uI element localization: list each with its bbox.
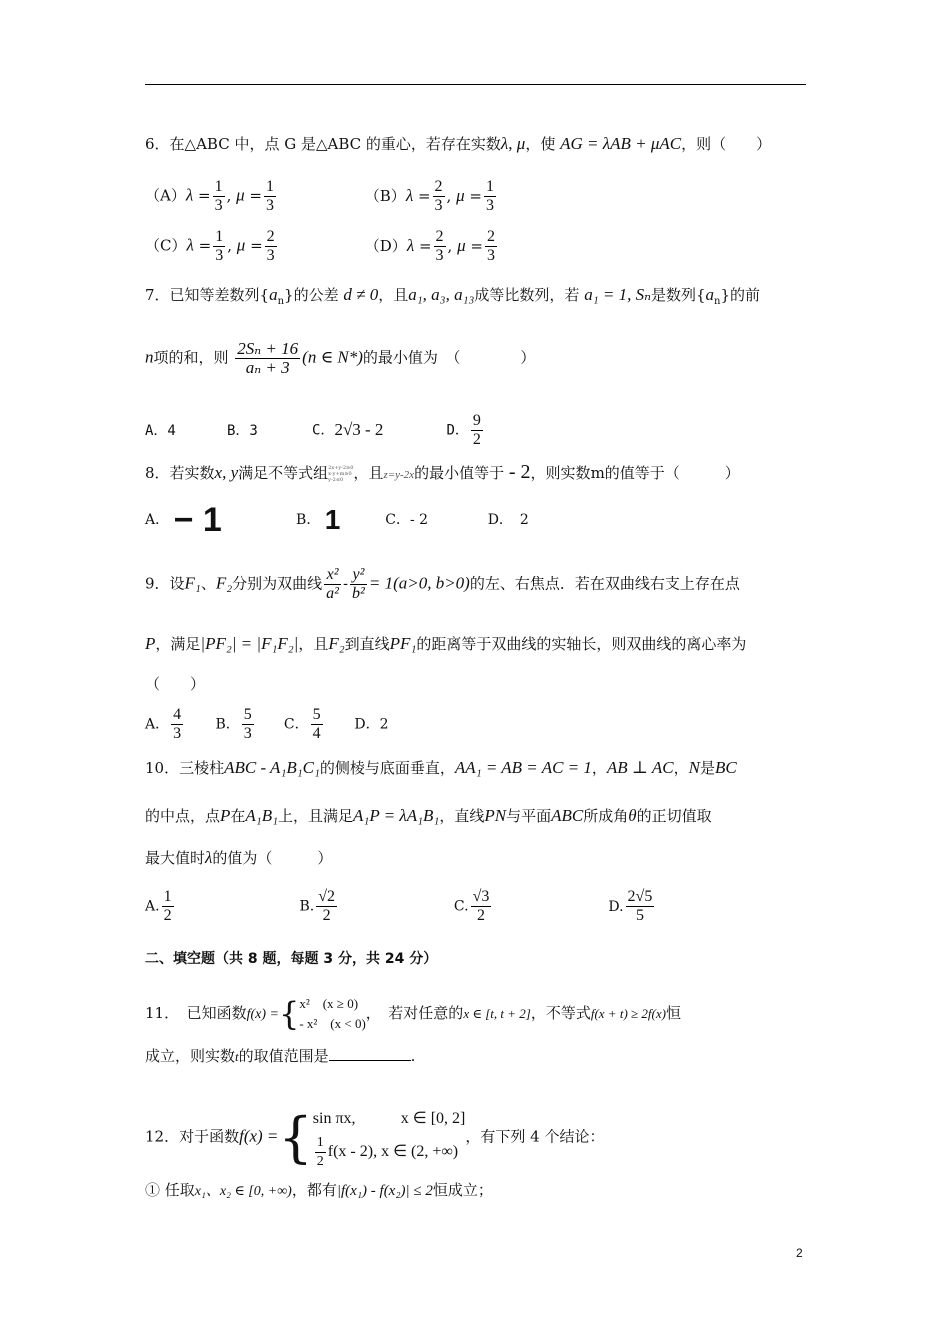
q7-line-2: [145, 340, 535, 377]
q10-stem-2: 的侧棱与底面垂直，: [319, 759, 455, 777]
q6-a-mu: $\frac{1}{3}$: [266, 178, 274, 214]
question-12: 12．对于函数f(x) ={sin πx, x ∈ [0, 2] $\frac{1}{2}$ f(x - 2), x ∈ (2, +∞)，有下列 4 个结论：: [145, 1105, 605, 1169]
q8-options: [145, 501, 529, 539]
q7-options: [145, 412, 485, 449]
q10-stem-11: 最大值时: [145, 849, 206, 867]
q9-option-b: B． $\frac{5}{3}$: [215, 706, 252, 742]
q10-lambda: λ: [205, 848, 213, 867]
q11-stem-1: 11． 已知函数: [145, 1004, 247, 1022]
q8-stem-4: 的最小值等于: [414, 464, 505, 482]
q8-option-a: A．: [145, 512, 170, 528]
q8-system: 2x+y-2≥0 x-y+m≥0 y-2≤0: [328, 465, 354, 483]
q6-a-label: （A）: [145, 186, 186, 205]
q12-fx: f(x) =: [239, 1126, 279, 1146]
q6-b-mu: $\frac{1}{3}$: [485, 178, 494, 214]
q9-options: [145, 706, 389, 743]
q12-c1-a: ① 任取: [145, 1181, 195, 1199]
q10-n: N: [688, 758, 700, 777]
q11-ineq: f(x + t) ≥ 2f(x): [590, 1006, 666, 1021]
question-11: 11． 已知函数f(x) ={x² (x ≥ 0) - x² (x < 0)， 若对任意的x ∈ [t, t + 2]，不等式f(x + t) ≥ 2f(x)恒: [145, 995, 681, 1033]
q8-min: - 2: [508, 461, 531, 483]
q7-option-a: A．4: [145, 422, 176, 439]
q9-f2: F₂: [215, 573, 233, 593]
q9-stem-7: 的距离等于双曲线的实轴长，则双曲线的离心率为: [416, 635, 747, 653]
q8-stem-5: ，则实数: [530, 464, 591, 482]
q10-perp: AB ⊥ AC: [606, 758, 674, 777]
q12-stem-2: ，有下列 4 个结论：: [465, 1127, 605, 1146]
q12-c1-ineq: |f(x₁) - f(x₂)| ≤ 2: [336, 1183, 433, 1199]
q7-stem-4: 成等比数列，若: [474, 286, 580, 304]
q12-c1-c: 恒成立；: [432, 1181, 493, 1199]
q6-b-label: （B）: [364, 186, 406, 205]
q6-d-mu: $\frac{2}{3}$: [486, 228, 495, 264]
q11-t: t: [235, 1049, 239, 1064]
q6-d-label: （D）: [364, 236, 407, 255]
q8-stem-6: 的值等于（ ）: [604, 464, 740, 482]
q9-p: P: [145, 634, 156, 653]
q11-stem-5: 成立，则实数: [145, 1047, 236, 1065]
q6-option-b: （B）λ = $\frac{2}{3}$ , μ = $\frac{1}{3}$: [364, 178, 494, 214]
q10-a1b1: A₁B₁: [245, 806, 279, 825]
question-10: [145, 758, 737, 778]
q7-stem-2: 的公差: [293, 286, 339, 304]
q11-stem-4: 恒: [665, 1004, 681, 1022]
q6-stem: 6．在△ABC 中，点 G 是△ABC 的重心，若存在实数: [145, 135, 501, 153]
q8-option-b-value: 1: [324, 504, 341, 535]
q7-stem-6: 的前: [730, 286, 761, 304]
q9-stem-5: ，且: [298, 635, 329, 653]
section-2-heading: 二、填空题（共 8 题，每题 3 分，共 24 分）: [145, 951, 438, 967]
q12-conclusion-1: [145, 1180, 493, 1202]
q8-xy: x, y: [214, 463, 239, 482]
q10-p: P: [220, 806, 231, 825]
q10-abc: ABC: [551, 806, 584, 825]
q6-a-lambda: $\frac{1}{3}$: [214, 178, 223, 214]
q6-vars: λ, μ: [500, 134, 526, 153]
q9-option-c: C． $\frac{5}{4}$: [283, 706, 321, 742]
q12-c1-x: x₁、x₂ ∈ [0, +∞): [194, 1184, 292, 1199]
header-rule: [145, 84, 806, 85]
q6-equation: AG = λAB + μAC: [560, 134, 682, 153]
q6-option-c: （C）λ = $\frac{1}{3}$ , μ = $\frac{2}{3}$: [145, 228, 275, 264]
q7-stem-7: 项的和，则: [153, 348, 229, 367]
q9-stem-3: 的左、右焦点．若在双曲线右支上存在点: [469, 574, 740, 593]
q6-d-lambda: $\frac{2}{3}$: [435, 228, 444, 264]
q10-stem-7: ，直线: [439, 807, 485, 825]
q6-options-row-2: [145, 228, 499, 265]
q10-vec: A₁P = λA₁B₁: [353, 806, 440, 825]
q11-stem-3: ，不等式: [530, 1004, 591, 1022]
q7-n: n: [145, 347, 154, 367]
q10-stem-8: 与平面: [506, 807, 552, 825]
q8-option-b: B．: [296, 512, 321, 528]
q10-line-2: [145, 806, 712, 826]
q9-option-d: D．2: [354, 716, 389, 733]
q9-stem-2: 分别为双曲线: [232, 574, 323, 593]
q10-bc: BC: [714, 758, 737, 777]
q7-stem-8: 的最小值为 （ ）: [362, 348, 536, 367]
q10-comma-2: ，: [673, 759, 689, 777]
q10-stem-12: 的值为（ ）: [212, 849, 333, 867]
q7-terms: a₁, a₃, a₁₃: [408, 285, 475, 304]
q10-stem-10: 的正切值取: [636, 807, 712, 825]
q11-answer-blank[interactable]: [329, 1046, 411, 1061]
q9-cond: |PF₂| = |F₁F₂|: [200, 634, 299, 653]
question-7: 7．已知等差数列$\{a_n\}$的公差 d ≠ 0，且a₁, a₃, a₁₃成等比数列，若 a₁ = 1, Sₙ是数列$\{a_n\}$的前: [145, 285, 761, 307]
q10-line-3: [145, 848, 332, 868]
q10-stem-9: 所成角: [583, 807, 629, 825]
q10-eq: AA₁ = AB = AC = 1: [454, 758, 592, 777]
page-number: 2: [796, 1246, 803, 1260]
q9-x-term: $\frac{\text{x²}}{\text{a²}}$: [326, 566, 339, 602]
q6-c-label: （C）: [145, 236, 187, 255]
q10-prism: ABC - A₁B₁C₁: [224, 758, 320, 777]
q10-pn: PN: [484, 806, 507, 825]
q8-stem-1: 8．若实数: [145, 464, 215, 482]
q7-d: d ≠ 0: [343, 285, 379, 304]
q10-options: [145, 888, 656, 925]
q6-b-lambda: $\frac{2}{3}$: [434, 178, 443, 214]
q12-stem-1: 12．对于函数: [145, 1127, 240, 1146]
q9-stem-4: ，满足: [155, 635, 201, 653]
q8-option-c: C．- 2: [385, 512, 429, 528]
q7-stem-3: ，且: [378, 286, 409, 304]
q7-option-d-value: $\frac{9}{2}$: [472, 412, 481, 448]
q10-theta: θ: [628, 806, 637, 825]
q6-options-row-1: [145, 178, 498, 215]
q6-c-mu: $\frac{2}{3}$: [266, 228, 275, 264]
q10-stem-5: 在: [230, 807, 246, 825]
q6-stem-b: ，使: [525, 135, 556, 153]
q9-line-2: P，满足|PF₂| = |F₁F₂|，且F₂到直线PF₁的距离等于双曲线的实轴长，则双曲线的离心率为: [145, 634, 747, 653]
q8-option-d: D． 2: [487, 512, 529, 528]
q7-seq: a: [269, 285, 278, 304]
q11-range: x ∈ [t, t + 2]: [463, 1006, 531, 1021]
q9-sep: 、: [200, 574, 216, 593]
q11-cases: x² (x ≥ 0) - x² (x < 0): [299, 996, 366, 1031]
q10-option-a: A. $\frac{1}{2}$: [145, 888, 172, 924]
q6-option-d: （D）λ = $\frac{2}{3}$ , μ = $\frac{2}{3}$: [364, 228, 495, 264]
q12-c1-b: ，都有: [291, 1181, 337, 1199]
q10-option-d: D. $\frac{2√5}{5}$: [608, 888, 653, 924]
q7-domain: (n ∈ N*): [302, 347, 363, 367]
q11-stem-6: 的取值范围是: [238, 1047, 329, 1065]
q10-option-b: B. $\frac{√2}{2}$: [299, 888, 335, 924]
q11-stem-7: .: [410, 1047, 416, 1065]
q7-stem-5: 是数列: [650, 286, 696, 304]
question-6: [145, 134, 771, 154]
q6-stem-c: ，则（ ）: [681, 135, 772, 153]
q7-option-c-value: 2√3 - 2: [334, 419, 384, 439]
q11-stem-2: ， 若对任意的: [365, 1004, 464, 1022]
q12-cases: sin πx, x ∈ [0, 2] $\frac{1}{2}$ f(x - 2), x ∈ (2, +∞): [312, 1110, 466, 1169]
q9-y-term: $\frac{\text{y²}}{\text{b²}}$: [352, 566, 365, 602]
q7-option-d: D．: [446, 422, 469, 439]
q9-eq-tail: = 1(a>0, b>0): [368, 573, 470, 593]
q7-cond: a₁ = 1, Sₙ: [584, 285, 651, 304]
q8-m: m: [590, 464, 605, 482]
q10-stem-1: 10．三棱柱: [145, 759, 225, 777]
q7-expression: $\frac{\text{2Sₙ + 16}}{\text{aₙ + 3}}$: [237, 339, 299, 377]
question-8: [145, 462, 740, 485]
q11-fx: f(x) =: [246, 1007, 279, 1022]
q10-option-c: C. $\frac{√3}{2}$: [453, 888, 490, 924]
q7-stem-1: 7．已知等差数列: [145, 286, 260, 304]
q9-stem-6: 到直线: [344, 635, 390, 653]
q6-c-lambda: $\frac{1}{3}$: [215, 228, 224, 264]
question-9: 9．设F₁、F₂分别为双曲线 $\frac{\text{x²}}{\text{a²}}$ - $\frac{\text{y²}}{\text{b²}}$ = 1(a>0, b>0)的左、右焦点．若在双曲线右支上存在点: [145, 566, 740, 602]
q10-stem-3: 是: [699, 759, 715, 777]
q10-comma: ，: [591, 759, 607, 777]
q9-paren: （ ）: [145, 675, 206, 693]
q11-line-2: [145, 1046, 415, 1067]
q7-option-c: C．: [312, 422, 335, 439]
q9-stem-1: 9．设: [145, 574, 185, 593]
q7-option-b: B．3: [227, 422, 258, 439]
q8-z: z=y-2x: [383, 469, 415, 481]
q9-f1: F₁: [184, 573, 201, 593]
q10-stem-4: 的中点，点: [145, 807, 221, 825]
q10-stem-6: 上，且满足: [278, 807, 354, 825]
q6-option-a: （A）λ = $\frac{1}{3}$ , μ = $\frac{1}{3}$: [145, 178, 274, 214]
q8-option-a-value: − 1: [173, 501, 222, 539]
q9-option-a: A． $\frac{4}{3}$: [145, 706, 182, 742]
q9-pf1: PF₁: [389, 634, 417, 653]
q8-stem-2: 满足不等式组: [238, 464, 329, 482]
q8-stem-3: ，且: [353, 464, 384, 482]
